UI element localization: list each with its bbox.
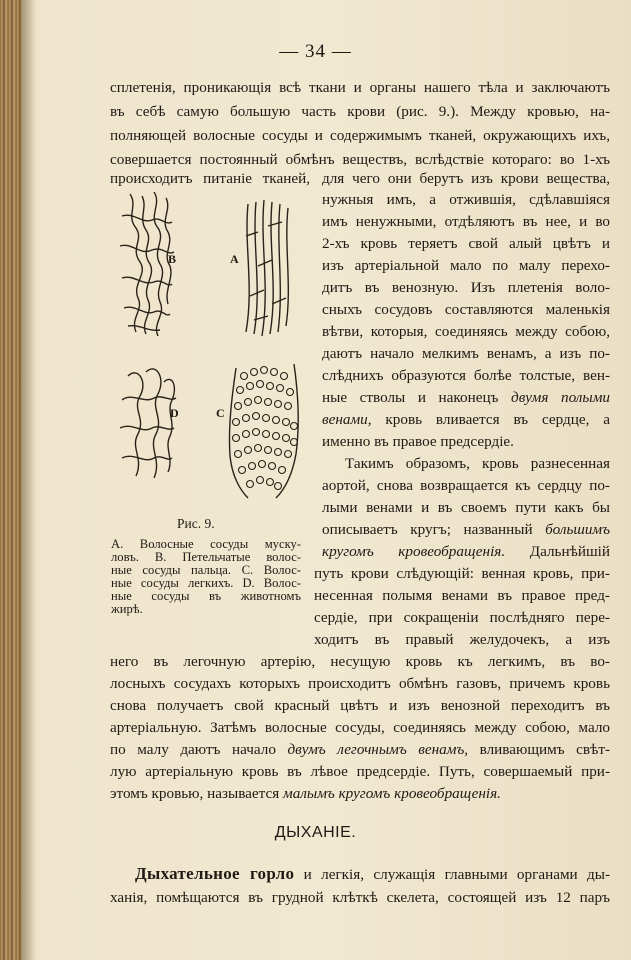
text-line: сныхъ сосудовъ составляются маленькія (322, 302, 610, 318)
text-line: именно въ правое предсердіе. (322, 434, 514, 450)
text-line: лую артеріальную кровь въ лѣвое предсердіе. Путь, совершаемый при- (110, 764, 610, 780)
text-line: происходитъ питаніе тканей, (110, 171, 310, 187)
text-line: ходитъ въ правый желудочекъ, а изъ (314, 632, 610, 648)
figure-label-c: C (216, 406, 225, 420)
section-heading: ДЫХАНІЕ. (274, 824, 357, 841)
text-line: ханія, помѣщаются въ грудной клѣткѣ скелета, состоящей изъ 12 паръ (110, 890, 610, 906)
book-binding (0, 0, 22, 960)
text-line: путь крови слѣдующій: венная кровь, при- (314, 566, 610, 582)
text-run: вливающимъ свѣт- (479, 742, 610, 758)
text-line (322, 522, 610, 538)
text-line: Такимъ образомъ, кровь разнесенная (345, 456, 610, 472)
figure-caption-line: ловъ. B. Петельчатые волос- (111, 551, 301, 564)
bold-term: Дыхательное горло (135, 866, 295, 883)
text-line (135, 866, 610, 883)
text-line: лыми венами и въ своемъ пути какъ бы (322, 500, 610, 516)
text-line: изъ артеріальной мало по малу перехо- (322, 258, 610, 274)
text-line: вѣтви, которыя, соединяясь между собою, (322, 324, 610, 340)
page-number: — 34 — (279, 41, 352, 62)
figure-caption-line: ные сосуды легкихъ. D. Волос- (111, 577, 301, 590)
figure-caption-line: ные сосуды пальца. C. Волос- (111, 564, 301, 577)
text-line: въ себѣ самую большую часть крови (рис. 9.). Между кровью, на- (110, 104, 610, 120)
figure-title: Рис. 9. (177, 516, 215, 531)
italic-term: венами, (322, 412, 372, 428)
text-run: кровь вливается въ сердце, а (385, 412, 610, 428)
figure-caption-line: A. Волосные сосуды муску- (111, 538, 301, 551)
text-line: сердіе, при сокращеніи послѣдняго пере- (314, 610, 610, 626)
text-line: для чего они берутъ изъ крови вещества, (322, 171, 610, 187)
text-line: него въ легочную артерію, несущую кровь къ легкимъ, въ во- (110, 654, 610, 670)
figure-caption-line: ные сосуды въ животномъ (111, 590, 301, 603)
text-run: этомъ кровью, называется (110, 786, 280, 802)
text-line (322, 544, 610, 560)
text-run: ные стволы и наконецъ (322, 390, 499, 406)
italic-term: малымъ кругомъ кровеобращенія. (283, 786, 501, 802)
italic-term: двумъ легочнымъ венамъ, (287, 742, 469, 758)
figure-label-d: D (170, 406, 179, 420)
text-line: несенная полымя венами въ правое пред- (314, 588, 610, 604)
text-line (322, 390, 610, 406)
italic-term: большимъ (545, 522, 610, 538)
text-line: полняющей волосные сосуды и содержимымъ тканей, окружающихъ ихъ, (110, 128, 610, 144)
text-run: по малу даютъ начало (110, 742, 276, 758)
text-line: совершается постоянный обмѣнъ веществъ, вслѣдствіе котораго: во 1-хъ (110, 152, 610, 168)
text-run: описываетъ кругъ; названный (322, 522, 533, 538)
figure-label-b: B (168, 252, 177, 266)
text-line: аортой, снова возвращается къ сердцу по- (322, 478, 610, 494)
figure-caption-line: жирѣ. (111, 603, 143, 616)
text-line: слѣднихъ образуются болѣе толстые, вен- (322, 368, 610, 384)
text-line: 2-хъ кровь теряетъ свой алый цвѣтъ и (322, 236, 610, 252)
text-line: имъ ненужными, отдѣляютъ въ нее, и во (322, 214, 610, 230)
text-line (110, 786, 610, 802)
italic-term: кругомъ кровеобращенія. (322, 544, 506, 560)
figure-capillaries (108, 186, 308, 511)
text-line: артеріальную. Затѣмъ волосные сосуды, соединяясь между собою, мало (110, 720, 610, 736)
text-line: сплетенія, проникающія всѣ ткани и органы нашего тѣла и заключаютъ (110, 80, 610, 96)
text-line (322, 412, 610, 428)
text-line: дитъ въ венозную. Изъ плетенія воло- (322, 280, 610, 296)
text-run: и легкія, служащія главными органами ды- (303, 866, 610, 883)
text-line: нужныя имъ, а отжившія, сдѣлавшіяся (322, 192, 610, 208)
text-line: снова получаетъ свой красный цвѣтъ и изъ венозной переходитъ въ (110, 698, 610, 714)
text-run: Дальнѣйшій (529, 544, 610, 560)
text-line: даютъ начало мелкимъ венамъ, а изъ по- (322, 346, 610, 362)
text-line: лосныхъ сосудахъ которыхъ происходитъ обмѣнъ газовъ, причемъ кровь (110, 676, 610, 692)
italic-term: двумя полыми (511, 390, 610, 406)
capillary-illustration (108, 186, 308, 511)
text-line (110, 742, 610, 758)
figure-label-a: A (230, 252, 239, 266)
